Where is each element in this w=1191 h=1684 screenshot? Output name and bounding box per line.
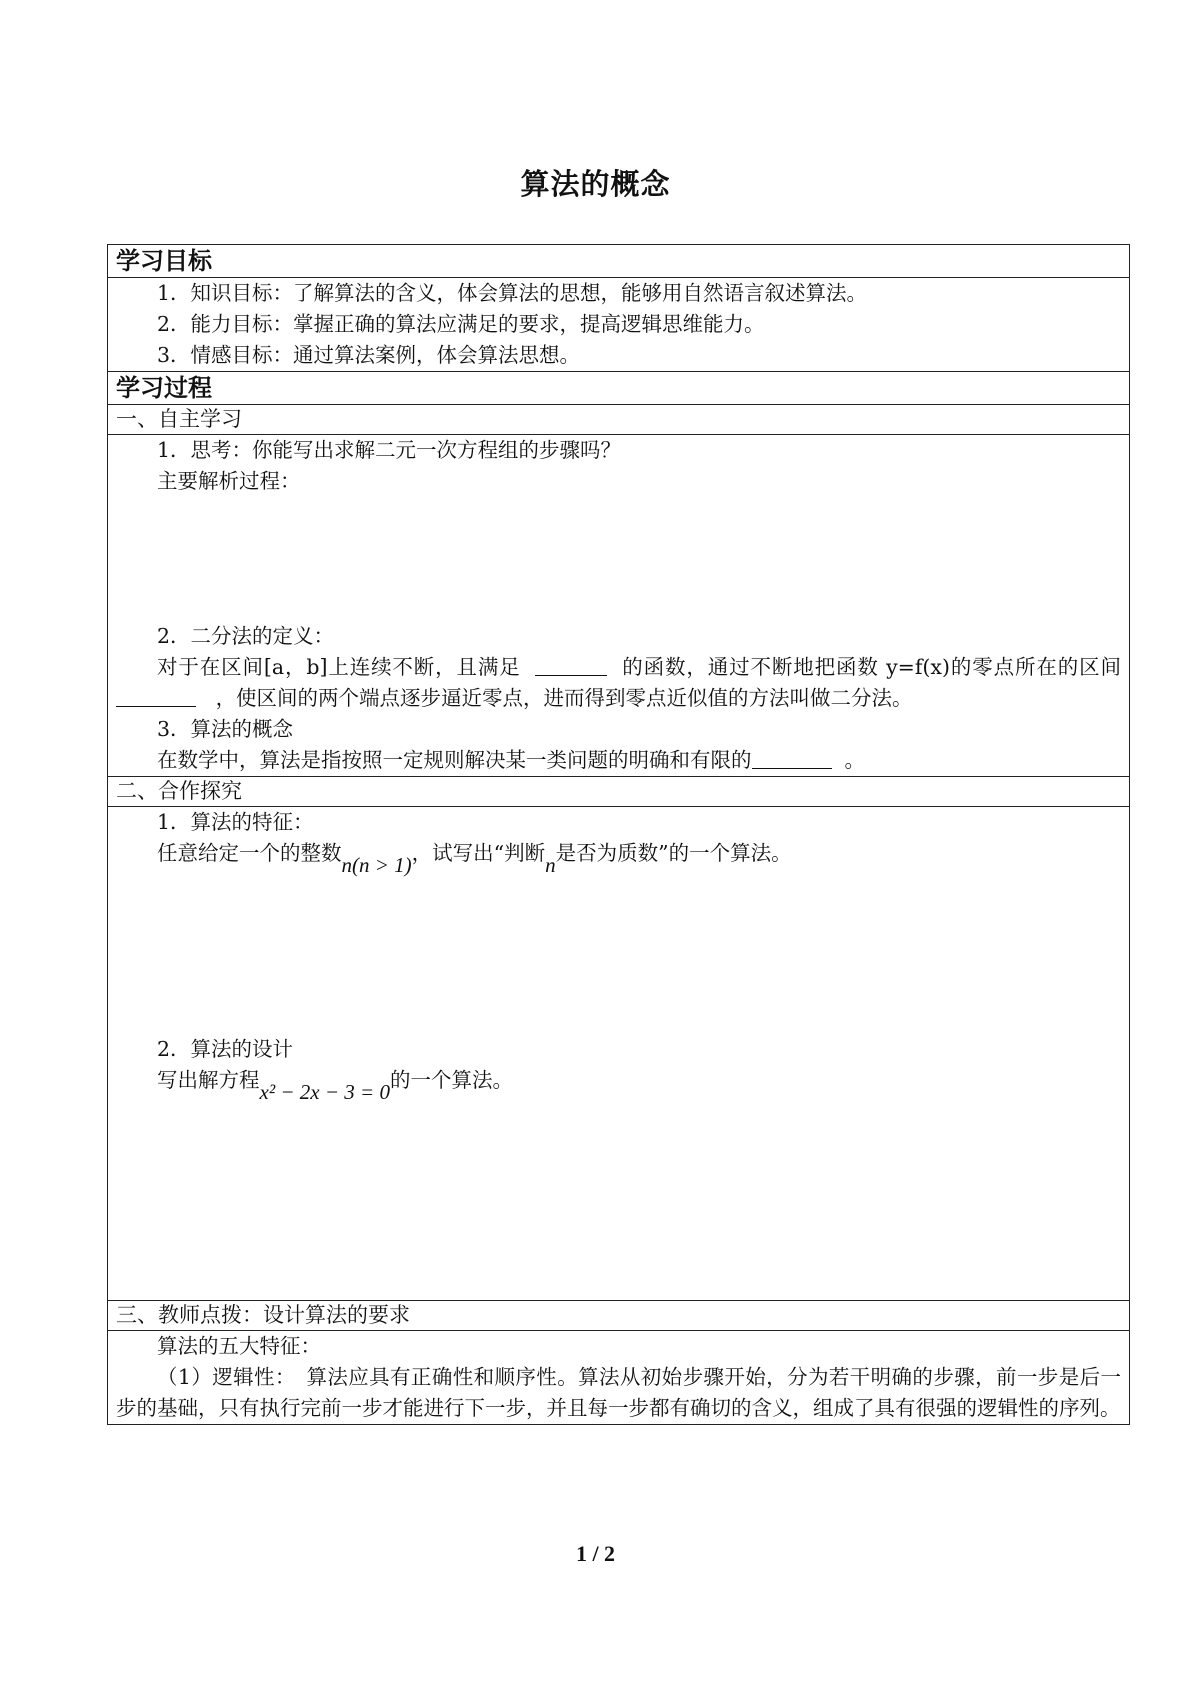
self-study-heading: 一、自主学习 bbox=[108, 405, 1130, 435]
question-text: 的一个算法。 bbox=[389, 1068, 513, 1092]
goal-item: 2．能力目标：掌握正确的算法应满足的要求，提高逻辑思维能力。 bbox=[157, 312, 765, 336]
goals-heading-row bbox=[108, 245, 1130, 278]
self-study-body-row bbox=[108, 435, 1130, 777]
question-text: 写出解方程 bbox=[157, 1068, 260, 1092]
page-number: 1 / 2 bbox=[575, 1541, 616, 1566]
answer-space bbox=[116, 869, 1121, 1034]
math-n: n bbox=[545, 853, 556, 877]
prime-question bbox=[116, 838, 1121, 877]
question-2-title: 2．二分法的定义： bbox=[157, 624, 335, 648]
cooperation-body bbox=[108, 807, 1130, 1301]
goals-body bbox=[108, 278, 1130, 372]
document-title: 算法的概念 bbox=[520, 167, 671, 201]
self-study-heading-row bbox=[108, 405, 1130, 435]
cooperation-heading-row bbox=[108, 777, 1130, 807]
fill-blank-1[interactable] bbox=[535, 653, 607, 676]
question-text: ，试写出“判断 bbox=[411, 841, 546, 865]
goals-heading: 学习目标 bbox=[108, 245, 1130, 278]
question-text: 任意给定一个的整数 bbox=[157, 841, 342, 865]
question-1: 1．思考：你能写出求解二元一次方程组的步骤吗？ bbox=[157, 438, 622, 462]
teacher-heading-row bbox=[108, 1301, 1130, 1331]
goals-body-row bbox=[108, 278, 1130, 372]
teacher-body bbox=[108, 1331, 1130, 1425]
definition-text: 的函数，通过不断地把函数 y=f(x)的零点所在的区间 bbox=[622, 655, 1121, 679]
definition-text: 对于在区间[a，b]上连续不断，且满足 bbox=[157, 655, 521, 679]
definition-text: ，使区间的两个端点逐步逼近零点，进而得到零点近似值的方法叫做二分法。 bbox=[215, 686, 913, 710]
question-text: 是否为质数”的一个算法。 bbox=[555, 841, 792, 865]
process-heading-row bbox=[108, 372, 1130, 405]
equation-question bbox=[116, 1065, 1121, 1104]
cooperation-body-row bbox=[108, 807, 1130, 1301]
answer-space bbox=[116, 497, 1121, 621]
algorithm-concept bbox=[116, 745, 1121, 776]
goal-item: 1．知识目标：了解算法的含义，体会算法的思想，能够用自然语言叙述算法。 bbox=[157, 281, 868, 305]
goal-item: 3．情感目标：通过算法案例，体会算法思想。 bbox=[157, 343, 581, 367]
question-3-title: 3．算法的概念 bbox=[157, 717, 294, 741]
features-intro: 算法的五大特征： bbox=[157, 1334, 321, 1358]
analysis-label: 主要解析过程： bbox=[157, 469, 301, 493]
coop-question-2-title: 2．算法的设计 bbox=[157, 1037, 294, 1061]
coop-question-1-title: 1．算法的特征： bbox=[157, 810, 314, 834]
fill-blank-3[interactable] bbox=[752, 746, 832, 769]
math-quadratic-equation: x² − 2x − 3 = 0 bbox=[259, 1080, 390, 1104]
fill-blank-2[interactable] bbox=[116, 684, 196, 707]
logic-feature: （1）逻辑性： 算法应具有正确性和顺序性。算法从初始步骤开始，分为若干明确的步骤，前一步是后一步的基础，只有执行完前一步才能进行下一步，并且每一步都有确切的含义，组成了具有很强的逻辑性的序列。 bbox=[116, 1365, 1121, 1420]
bisection-definition bbox=[116, 652, 1121, 714]
teacher-body-row bbox=[108, 1331, 1130, 1425]
teacher-heading: 三、教师点拨：设计算法的要求 bbox=[108, 1301, 1130, 1331]
process-heading: 学习过程 bbox=[108, 372, 1130, 405]
concept-text: 在数学中，算法是指按照一定规则解决某一类问题的明确和有限的 bbox=[157, 748, 752, 772]
worksheet-table bbox=[107, 244, 1130, 1425]
math-n-greater-than-1: n(n > 1) bbox=[341, 853, 412, 877]
self-study-body bbox=[108, 435, 1130, 777]
concept-text: 。 bbox=[844, 748, 866, 772]
cooperation-heading: 二、合作探究 bbox=[108, 777, 1130, 807]
